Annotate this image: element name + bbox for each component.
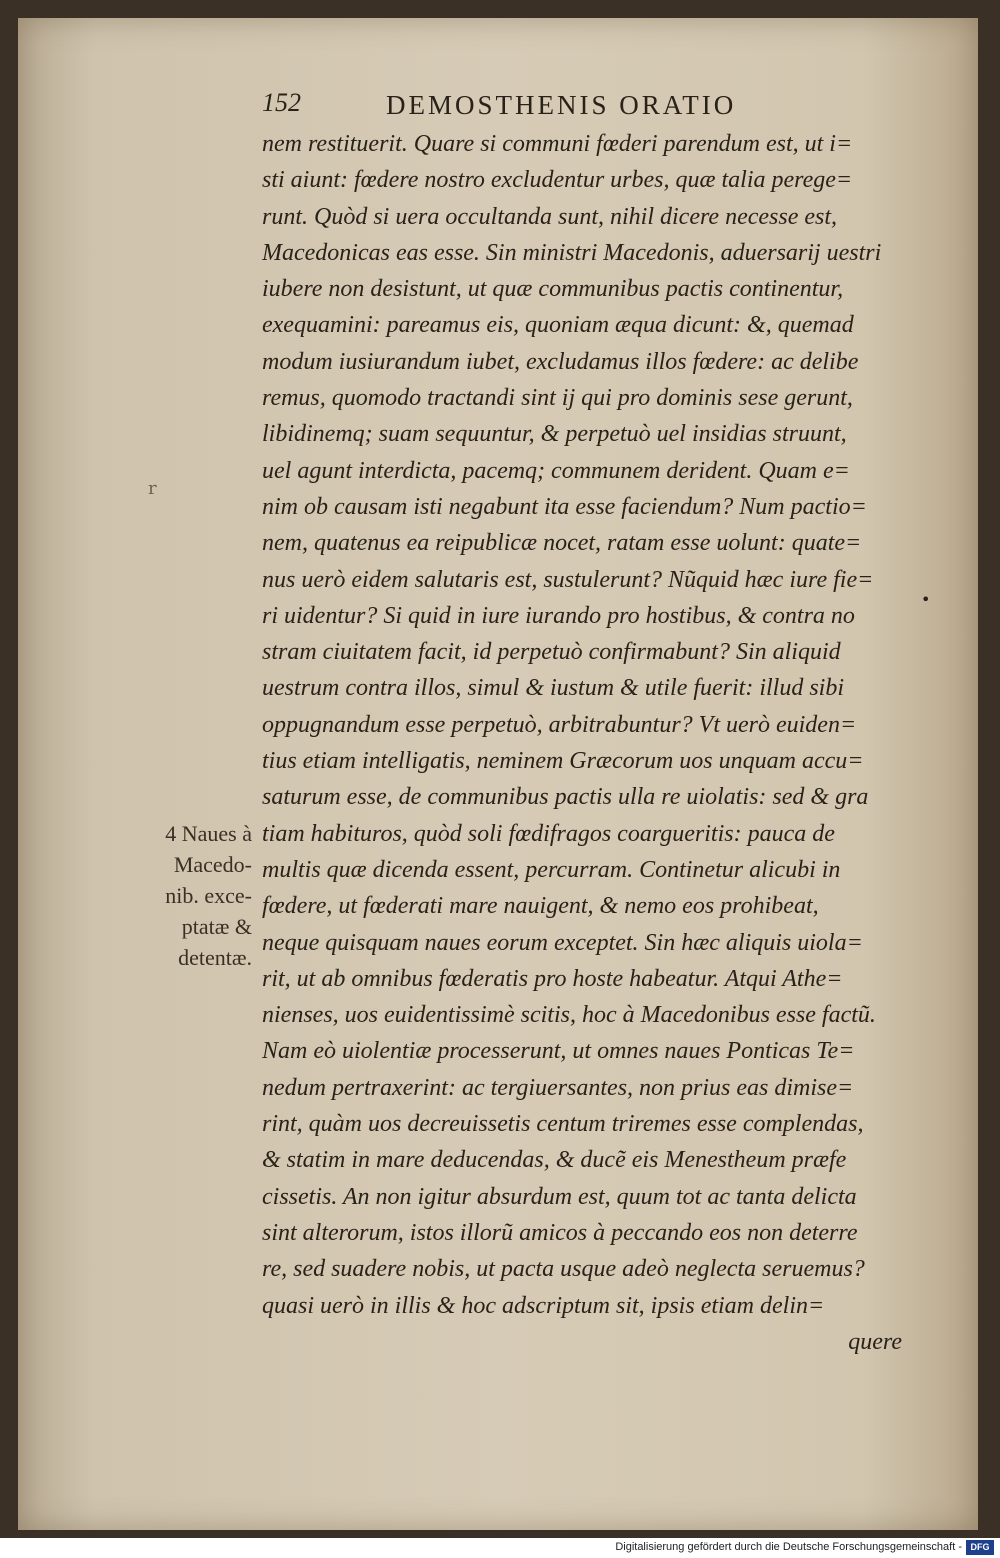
margin-mark: r — [148, 478, 157, 499]
footer-bar — [0, 1538, 1000, 1558]
page-header — [262, 88, 822, 128]
text-line: re, sed suadere nobis, ut pacta usque adeò neglecta seruemus? — [262, 1256, 865, 1283]
marginal-note-line: detentæ. — [178, 945, 252, 970]
text-line: nienses, uos euidentissimè scitis, hoc à Macedonibus esse factũ. — [262, 1002, 876, 1029]
text-line: rint, quàm uos decreuissetis centum triremes esse complendas, — [262, 1111, 864, 1138]
text-line: saturum esse, de communibus pactis ulla re uiolatis: sed & gra — [262, 784, 869, 811]
text-line: tiam habituros, quòd soli fœdifragos coargueritis: pauca de — [262, 820, 835, 847]
text-line: nus uerò eidem salutaris est, sustulerunt? Nũquid hæc iure fie= — [262, 566, 874, 593]
text-line: nem restituerit. Quare si communi fœderi parendum est, ut i= — [262, 131, 853, 157]
text-line: modum iusiurandum iubet, excludamus illos fœdere: ac delibe — [262, 348, 859, 375]
marginal-note — [134, 818, 252, 973]
text-line: stram ciuitatem facit, id perpetuò confirmabunt? Sin aliquid — [262, 639, 841, 666]
text-line: tius etiam intelligatis, neminem Græcorum uos unquam accu= — [262, 748, 864, 775]
right-margin-mark: • — [921, 590, 931, 609]
page-number: 152 — [262, 88, 301, 117]
text-line: uestrum contra illos, simul & iustum & utile fuerit: illud sibi — [262, 675, 845, 702]
marginal-note-line: 4 Naues à — [165, 821, 252, 846]
text-line: oppugnandum esse perpetuò, arbitrabuntur? Vt uerò euiden= — [262, 711, 857, 738]
text-line: sint alterorum, istos illorũ amicos à peccando eos non deterre — [262, 1219, 858, 1246]
text-line: nim ob causam isti negabunt ita esse faciendum? Num pactio= — [262, 493, 867, 520]
text-line: sti aiunt: fœdere nostro excludentur urbes, quæ talia perege= — [262, 167, 853, 194]
text-line: rit, ut ab omnibus fœderatis pro hoste habeatur. Atqui Athe= — [262, 965, 843, 992]
text-line: cissetis. An non igitur absurdum est, quum tot ac tanta delicta — [262, 1183, 857, 1210]
text-line: libidinemq; suam sequuntur, & perpetuò uel insidias struunt, — [262, 421, 847, 448]
text-line: Macedonicas eas esse. Sin ministri Macedonis, aduersarij uestri — [262, 239, 882, 266]
dfg-logo: DFG — [966, 1540, 994, 1555]
text-line: nem, quatenus ea reipublicæ nocet, ratam esse uolunt: quate= — [262, 530, 862, 557]
text-line: ri uidentur? Si quid in iure iurando pro hostibus, & contra no — [262, 602, 855, 629]
marginal-note-line: ptatæ & — [181, 914, 252, 939]
text-line: multis quæ dicenda essent, percurram. Continetur alicubi in — [262, 856, 841, 883]
text-line: quere — [848, 1328, 902, 1355]
text-line: Nam eò uiolentiæ processerunt, ut omnes naues Ponticas Te= — [262, 1038, 855, 1065]
running-title: DEMOSTHENIS ORATIO — [386, 90, 737, 120]
text-line: remus, quomodo tractandi sint ij qui pro dominis sese gerunt, — [262, 385, 853, 412]
text-line: uel agunt interdicta, pacemq; communem derident. Quam e= — [262, 457, 850, 484]
footer-credit: Digitalisierung gefördert durch die Deutsche Forschungsgemeinschaft - — [615, 1541, 962, 1553]
marginal-note-line: nib. exce- — [165, 883, 252, 908]
text-line: & statim in mare deducendas, & ducẽ eis Menestheum præfe — [262, 1147, 847, 1174]
text-line: exequamini: pareamus eis, quoniam æqua dicunt: &, quemad — [262, 312, 854, 339]
text-line: quasi uerò in illis & hoc adscriptum sit, ipsis etiam delin= — [262, 1292, 825, 1319]
text-line: runt. Quòd si uera occultanda sunt, nihil dicere necesse est, — [262, 203, 838, 230]
body-text — [262, 126, 942, 1360]
text-line: fœdere, ut fœderati mare nauigent, & nemo eos prohibeat, — [262, 893, 819, 920]
text-line: iubere non desistunt, ut quæ communibus pactis continentur, — [262, 276, 844, 303]
text-line: nedum pertraxerint: ac tergiuersantes, non prius eas dimise= — [262, 1074, 854, 1101]
marginal-note-line: Macedo- — [173, 852, 252, 877]
text-line: neque quisquam naues eorum exceptet. Sin hæc aliquis uiola= — [262, 929, 863, 956]
